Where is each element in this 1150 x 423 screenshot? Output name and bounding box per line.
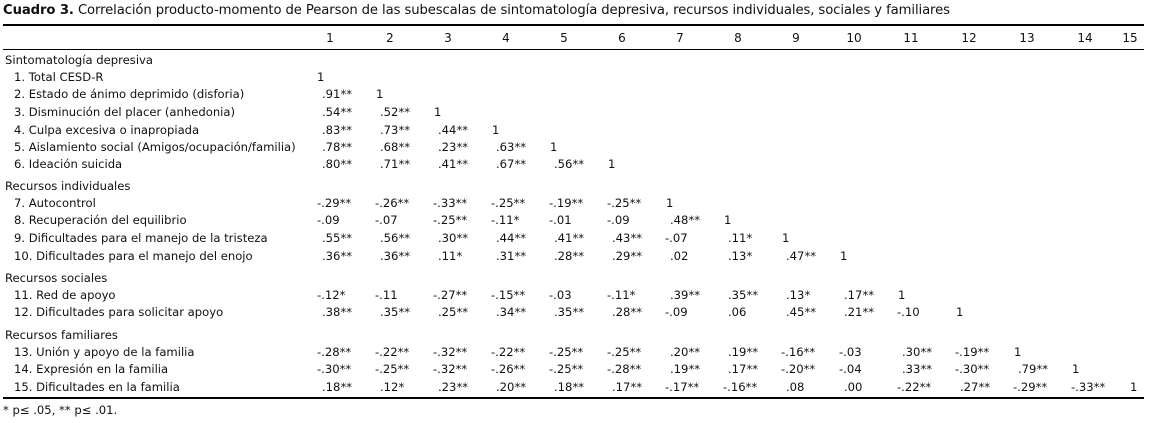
correlation-cell: .56** [380,231,411,245]
correlation-cell: .23** [438,140,469,154]
correlation-cell: .27** [960,380,991,394]
correlation-cell: .28** [612,305,643,319]
row-label: 8. Recuperación del equilibrio [14,213,187,227]
correlation-cell: 1 [317,70,325,84]
correlation-cell: 1 [1014,345,1022,359]
correlation-cell: .71** [380,157,411,171]
section-title: Recursos individuales [5,179,131,193]
correlation-cell: -.22** [491,345,526,359]
correlation-cell: .17** [844,288,875,302]
correlation-cell: -.04 [839,362,862,376]
bottom-rule [3,397,1144,399]
correlation-cell: -.19** [549,196,584,210]
row-label: 6. Ideación suicida [14,157,123,171]
correlation-cell: 1 [376,87,384,101]
correlation-cell: .54** [322,105,353,119]
correlation-cell: -.01 [549,213,572,227]
row-label: 11. Red de apoyo [14,288,116,302]
correlation-cell: .31** [496,249,527,263]
correlation-cell: .44** [496,231,527,245]
correlation-cell: 1 [782,231,790,245]
column-header-13: 13 [1019,31,1035,45]
row-label: 3. Disminución del placer (anhedonia) [14,105,236,119]
row-label: 5. Aislamiento social (Amigos/ocupación/familia) [14,140,296,154]
correlation-cell: -.25** [549,345,584,359]
correlation-cell: -.33** [433,196,468,210]
correlation-cell: -.29** [1013,380,1048,394]
column-header-6: 6 [618,31,626,45]
correlation-cell: .36** [380,249,411,263]
column-header-1: 1 [326,31,334,45]
correlation-cell: .39** [670,288,701,302]
correlation-cell: .52** [380,105,411,119]
row-label: 2. Estado de ánimo deprimido (disforia) [14,87,245,101]
header-rule [3,49,1144,50]
correlation-cell: .48** [670,213,701,227]
correlation-cell: .34** [496,305,527,319]
column-header-9: 9 [792,31,800,45]
correlation-cell: .67** [496,157,527,171]
correlation-cell: -.03 [839,345,862,359]
correlation-cell: -.16** [781,345,816,359]
correlation-cell: .18** [554,380,585,394]
column-header-14: 14 [1077,31,1093,45]
correlation-cell: -.12* [317,288,346,302]
correlation-cell: .30** [438,231,469,245]
correlation-cell: -.15** [491,288,526,302]
correlation-cell: .63** [496,140,527,154]
section-title: Recursos familiares [5,328,118,342]
correlation-cell: -.16** [723,380,758,394]
row-label: 15. Dificultades en la familia [14,380,180,394]
correlation-cell: -.25** [491,196,526,210]
row-label: 13. Unión y apoyo de la familia [14,345,195,359]
correlation-cell: -.09 [317,213,340,227]
correlation-cell: .80** [322,157,353,171]
column-header-5: 5 [560,31,568,45]
column-header-10: 10 [846,31,862,45]
correlation-cell: .13* [728,249,753,263]
correlation-cell: -.33** [1071,380,1106,394]
correlation-cell: .83** [322,123,353,137]
correlation-cell: -.30** [955,362,990,376]
correlation-cell: 1 [666,196,674,210]
column-header-15: 15 [1122,31,1138,45]
correlation-cell: -.03 [549,288,572,302]
correlation-cell: .06 [728,305,747,319]
column-header-12: 12 [961,31,977,45]
correlation-cell: .91** [322,87,353,101]
correlation-cell: .28** [554,249,585,263]
caption-text: Correlación producto-momento de Pearson de las subescalas de sintomatología depresiva, recursos individuales, sociales y familiares [77,3,950,18]
correlation-cell: .12* [380,380,405,394]
correlation-cell: -.25** [549,362,584,376]
correlation-cell: -.22** [897,380,932,394]
correlation-cell: -.22** [375,345,410,359]
section-title: Sintomatología depresiva [5,53,154,67]
correlation-cell: 1 [608,157,616,171]
correlation-cell: -.28** [607,362,642,376]
correlation-cell: .41** [438,157,469,171]
correlation-cell: .38** [322,305,353,319]
correlation-cell: .30** [902,345,933,359]
row-label: 9. Dificultades para el manejo de la tristeza [14,231,268,245]
correlation-cell: .79** [1018,362,1049,376]
column-header-2: 2 [386,31,394,45]
correlation-cell: .13* [786,288,811,302]
correlation-cell: .44** [438,123,469,137]
correlation-cell: -.17** [665,380,700,394]
correlation-cell: -.07 [375,213,398,227]
correlation-cell: .36** [322,249,353,263]
correlation-cell: -.19** [955,345,990,359]
correlation-cell: .35** [380,305,411,319]
table-caption [3,3,950,18]
caption-label: Cuadro 3. [3,3,74,18]
correlation-cell: -.20** [781,362,816,376]
column-header-8: 8 [734,31,742,45]
correlation-cell: .08 [786,380,805,394]
correlation-cell: .35** [728,288,759,302]
correlation-cell: 1 [840,249,848,263]
correlation-cell: .73** [380,123,411,137]
correlation-cell: 1 [1130,380,1138,394]
correlation-cell: -.10 [897,305,920,319]
correlation-cell: .35** [554,305,585,319]
correlation-cell: -.11* [607,288,636,302]
correlation-cell: .17** [612,380,643,394]
correlation-cell: .11* [728,231,753,245]
correlation-cell: .55** [322,231,353,245]
correlation-cell: .33** [902,362,933,376]
correlation-cell: -.27** [433,288,468,302]
row-label: 14. Expresión en la familia [14,362,169,376]
correlation-cell: .68** [380,140,411,154]
correlation-cell: -.26** [491,362,526,376]
correlation-cell: -.09 [665,305,688,319]
correlation-cell: 1 [492,123,500,137]
correlation-cell: -.07 [665,231,688,245]
section-title: Recursos sociales [5,271,108,285]
correlation-cell: .45** [786,305,817,319]
correlation-cell: -.25** [607,345,642,359]
row-label: 7. Autocontrol [14,196,96,210]
correlation-cell: -.11 [375,288,398,302]
correlation-cell: -.11* [491,213,520,227]
correlation-cell: .20** [670,345,701,359]
correlation-cell: -.26** [375,196,410,210]
correlation-cell: -.28** [317,345,352,359]
correlation-cell: 1 [550,140,558,154]
correlation-cell: .17** [728,362,759,376]
correlation-cell: 1 [898,288,906,302]
column-header-11: 11 [903,31,919,45]
correlation-cell: .29** [612,249,643,263]
correlation-cell: -.25** [433,213,468,227]
correlation-cell: .47** [786,249,817,263]
correlation-cell: -.32** [433,345,468,359]
correlation-cell: .21** [844,305,875,319]
correlation-cell: .00 [844,380,863,394]
row-label: 4. Culpa excesiva o inapropiada [14,123,200,137]
correlation-cell: -.09 [607,213,630,227]
correlation-cell: .19** [728,345,759,359]
correlation-cell: .41** [554,231,585,245]
correlation-cell: .19** [670,362,701,376]
row-label: 1. Total CESD-R [14,70,104,84]
correlation-cell: -.30** [317,362,352,376]
column-header-7: 7 [676,31,684,45]
column-header-4: 4 [502,31,510,45]
correlation-cell: -.25** [375,362,410,376]
correlation-cell: 1 [1072,362,1080,376]
correlation-cell: -.29** [317,196,352,210]
table-footnote: * p≤ .05, ** p≤ .01. [3,403,118,417]
correlation-cell: .18** [322,380,353,394]
correlation-cell: .20** [496,380,527,394]
row-label: 12. Dificultades para solicitar apoyo [14,305,224,319]
correlation-cell: .56** [554,157,585,171]
correlation-cell: .23** [438,380,469,394]
correlation-cell: .25** [438,305,469,319]
correlation-cell: 1 [434,105,442,119]
row-label: 10. Dificultades para el manejo del enojo [14,249,253,263]
correlation-cell: 1 [724,213,732,227]
correlation-cell: 1 [956,305,964,319]
correlation-cell: .02 [670,249,689,263]
top-rule [3,24,1144,26]
column-header-3: 3 [444,31,452,45]
correlation-cell: .78** [322,140,353,154]
correlation-cell: -.25** [607,196,642,210]
correlation-cell: .43** [612,231,643,245]
correlation-cell: -.32** [433,362,468,376]
correlation-cell: .11* [438,249,463,263]
